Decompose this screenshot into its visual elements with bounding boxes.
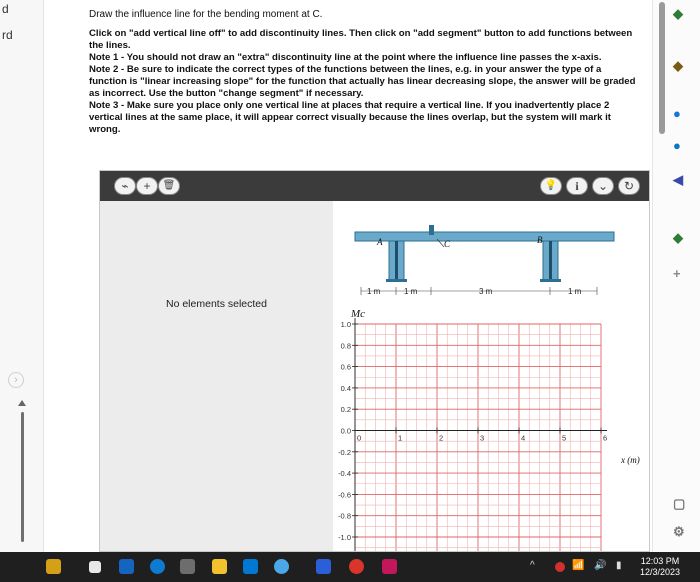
x-tick-label: 2 (439, 433, 444, 443)
sidebar-window-icon[interactable]: ▢ (673, 496, 686, 511)
chevron-down-icon[interactable]: ⌄ (592, 177, 614, 195)
taskbar-weather-icon[interactable] (46, 559, 61, 574)
tray-app-icon[interactable] (555, 562, 565, 572)
tray-overflow-icon[interactable]: ^ (530, 560, 535, 571)
taskbar-office-icon[interactable] (349, 559, 364, 574)
taskbar-edge-icon[interactable] (150, 559, 165, 574)
taskbar-search-icon[interactable] (89, 561, 101, 573)
right-sidebar (652, 0, 700, 552)
sidebar-app-icon-3[interactable]: ● (673, 138, 681, 153)
sidebar-add-icon[interactable]: + (673, 266, 681, 281)
y-tick-label: -0.4 (338, 469, 351, 479)
beam (355, 232, 614, 241)
label-a: A (377, 237, 383, 247)
y-tick-label: 0.2 (340, 405, 351, 415)
y-axis-label: Mc (351, 308, 366, 320)
clock-date: 12/3/2023 (639, 567, 680, 577)
label-c: C (444, 239, 451, 249)
taskbar-calculator-icon[interactable] (180, 559, 195, 574)
y-tick-label: -0.6 (338, 490, 351, 500)
left-sidebar-fragment-mid: rd (2, 28, 13, 42)
vertical-line-off-icon[interactable]: ⌁ (114, 177, 136, 195)
add-segment-icon[interactable]: + (136, 177, 158, 195)
volume-icon[interactable]: 🔊 (594, 560, 607, 571)
clock-time: 12:03 PM (640, 556, 680, 566)
y-tick-label: 0.0 (340, 426, 351, 436)
taskbar-store-icon[interactable] (316, 559, 331, 574)
beam-diagram (355, 225, 614, 296)
drawing-area[interactable] (333, 201, 651, 551)
dim-label-4: 1 m (568, 287, 582, 296)
instruction-paragraph-1: Click on "add vertical line off" to add discontinuity lines. Then click on "add segment" button to add functions between the lines. (89, 28, 633, 51)
column-right-web (549, 241, 552, 281)
dim-label-1: 1 m (367, 287, 381, 296)
left-sidebar (0, 0, 44, 552)
x-tick-label: 1 (398, 433, 403, 443)
dim-label-2: 1 m (404, 287, 418, 296)
sidebar-leaf-icon[interactable]: ◆ (673, 6, 683, 21)
y-tick-label: -0.2 (338, 447, 351, 457)
sidebar-app-icon-2[interactable]: ● (673, 106, 681, 121)
question-text: Draw the influence line for the bending moment at C. (89, 9, 323, 20)
y-tick-label: 0.6 (340, 362, 351, 372)
label-b: B (537, 235, 543, 245)
sidebar-settings-icon[interactable]: ⚙ (673, 524, 685, 539)
widget-toolbar (100, 171, 649, 201)
instructions (89, 9, 637, 136)
taskbar-app-icon[interactable] (274, 559, 289, 574)
properties-panel (100, 201, 333, 551)
x-tick-label: 0 (357, 433, 362, 443)
sidebar-app-icon-5[interactable]: ◆ (673, 230, 683, 245)
influence-line-widget (99, 170, 650, 552)
x-axis-label: x (m) (621, 455, 640, 465)
taskbar-folder-icon[interactable] (212, 559, 227, 574)
instruction-note-1: Note 1 - You should not draw an "extra" discontinuity line at the point where the influence line passes the x-axis. (89, 52, 602, 63)
taskbar-mail-icon[interactable] (243, 559, 258, 574)
left-scrollbar[interactable] (21, 412, 24, 542)
y-tick-label: -1.0 (338, 533, 351, 542)
taskbar-meet-icon[interactable] (119, 559, 134, 574)
base-right (540, 279, 561, 282)
dim-label-3: 3 m (479, 287, 493, 296)
x-tick-labels (355, 428, 607, 443)
taskbar-c-app-icon[interactable] (382, 559, 397, 574)
sidebar-app-icon[interactable]: ◆ (673, 58, 683, 73)
instruction-note-3: Note 3 - Make sure you place only one vertical line at places that require a vertical line. If you inadvertently place 2 vertical lines at the same place, it will appear correct visually because the lines overlap, but the system will mark it wrong. (89, 100, 612, 135)
y-tick-label: 1.0 (340, 320, 351, 329)
column-left-web (395, 241, 398, 281)
instruction-note-2: Note 2 - Be sure to indicate the correct types of the functions between the lines, e.g. in your answer the type of a function is "linear increasing slope" for the function that actually has linear decreasing slope, the answer will be graded as incorrect. Use the button "change segment" if necessary. (89, 64, 636, 99)
y-tick-label: 0.4 (340, 383, 351, 393)
x-tick-label: 6 (603, 433, 608, 443)
x-tick-label: 3 (480, 433, 485, 443)
sidebar-app-icon-4[interactable]: ◀ (673, 172, 683, 187)
trash-icon[interactable]: 🗑 (158, 177, 180, 195)
scroll-up-arrow-icon[interactable] (18, 400, 26, 406)
y-tick-label: -0.8 (338, 511, 351, 521)
wifi-icon[interactable]: 📶 (572, 560, 585, 571)
x-tick-label: 5 (562, 433, 567, 443)
base-left (386, 279, 407, 282)
selection-status: No elements selected (166, 298, 267, 310)
left-sidebar-fragment-top: d (2, 2, 9, 16)
hint-bulb-icon[interactable]: 💡 (540, 177, 562, 195)
x-tick-label: 4 (521, 433, 526, 443)
clock[interactable] (640, 556, 680, 578)
battery-icon[interactable]: ▮ (616, 560, 622, 571)
right-scrollbar[interactable] (659, 2, 665, 134)
expand-chevron-icon[interactable]: › (8, 372, 24, 388)
taskbar (0, 552, 700, 582)
support-c (429, 225, 434, 235)
y-tick-label: 0.8 (340, 341, 351, 351)
reset-icon[interactable]: ↻ (618, 177, 640, 195)
info-icon[interactable]: i (566, 177, 588, 195)
